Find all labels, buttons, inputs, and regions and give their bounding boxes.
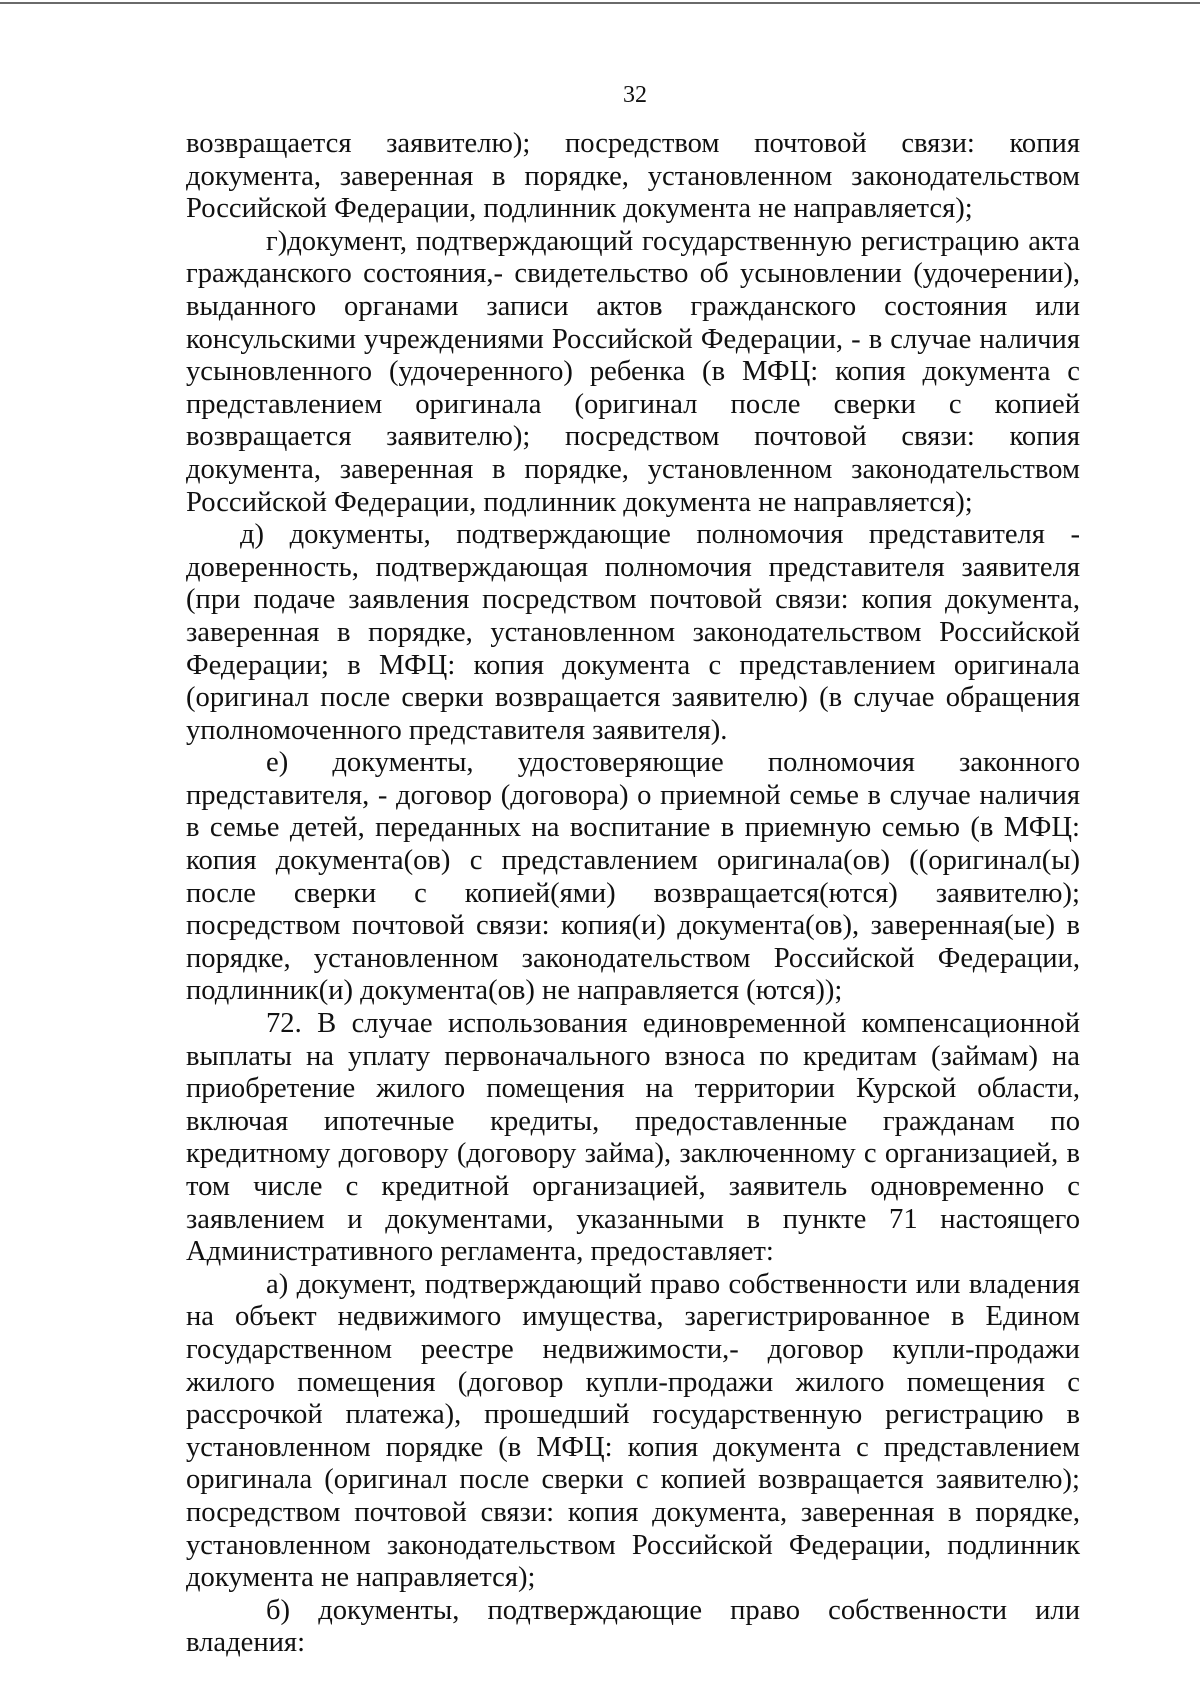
paragraph-item-g: г)документ, подтверждающий государственную регистрацию акта гражданского состояния,- свидетельство об усыновлении (удочерении), выданного органами записи актов гражданского состояния или консульскими учреждениями Российской Федерации, - в случае наличия усыновленного (удочеренного) ребенка (в МФЦ: копия документа с представлением оригинала (оригинал после сверки с копией возвращается заявителю); посредством почтовой связи: копия документа, заверенная в порядке, установленном законодательством Российской Федерации, подлинник документа не направляется); <box>186 225 1080 518</box>
scan-top-edge <box>0 2 1200 4</box>
document-body <box>186 128 1080 1660</box>
paragraph-item-a: а) документ, подтверждающий право собственности или владения на объект недвижимого имущества, зарегистрированное в Едином государственном реестре недвижимости,- договор купли-продажи жилого помещения (договор купли-продажи жилого помещения с рассрочкой платежа), прошедший государственную регистрацию в установленном порядке (в МФЦ: копия документа с представлением оригинала (оригинал после сверки с копией возвращается заявителю); посредством почтовой связи: копия документа, заверенная в порядке, установленном законодательством Российской Федерации, подлинник документа не направляется); <box>186 1268 1080 1594</box>
paragraph-item-b: б) документы, подтверждающие право собственности или владения: <box>186 1594 1080 1659</box>
paragraph-72: 72. В случае использования единовременной компенсационной выплаты на уплату первоначального взноса по кредитам (займам) на приобретение жилого помещения на территории Курской области, включая ипотечные кредиты, предоставленные гражданам по кредитному договору (договору займа), заключенному с организацией, в том числе с кредитной организацией, заявитель одновременно с заявлением и документами, указанными в пункте 71 настоящего Административного регламента, предоставляет: <box>186 1008 1080 1268</box>
page-number: 32 <box>623 82 647 108</box>
paragraph-item-e: е) документы, удостоверяющие полномочия законного представителя, - договор (договора) о приемной семье в случае наличия в семье детей, переданных на воспитание в приемную семью (в МФЦ: копия документа(ов) с представлением оригинала(ов) ((оригинал(ы) после сверки с копией(ями) возвращается(ются) заявителю); посредством почтовой связи: копия(и) документа(ов), заверенная(ые) в порядке, установленном законодательством Российской Федерации, подлинник(и) документа(ов) не направляется (ются)); <box>186 747 1080 1007</box>
paragraph-continuation: возвращается заявителю); посредством почтовой связи: копия документа, заверенная в порядке, установленном законодательством Российской Федерации, подлинник документа не направляется); <box>186 128 1080 225</box>
paragraph-item-d: д) документы, подтверждающие полномочия представителя - доверенность, подтверждающая полномочия представителя заявителя (при подаче заявления посредством почтовой связи: копия документа, заверенная в порядке, установленном законодательством Российской Федерации; в МФЦ: копия документа с представлением оригинала (оригинал после сверки возвращается заявителю) (в случае обращения уполномоченного представителя заявителя). <box>186 519 1080 746</box>
